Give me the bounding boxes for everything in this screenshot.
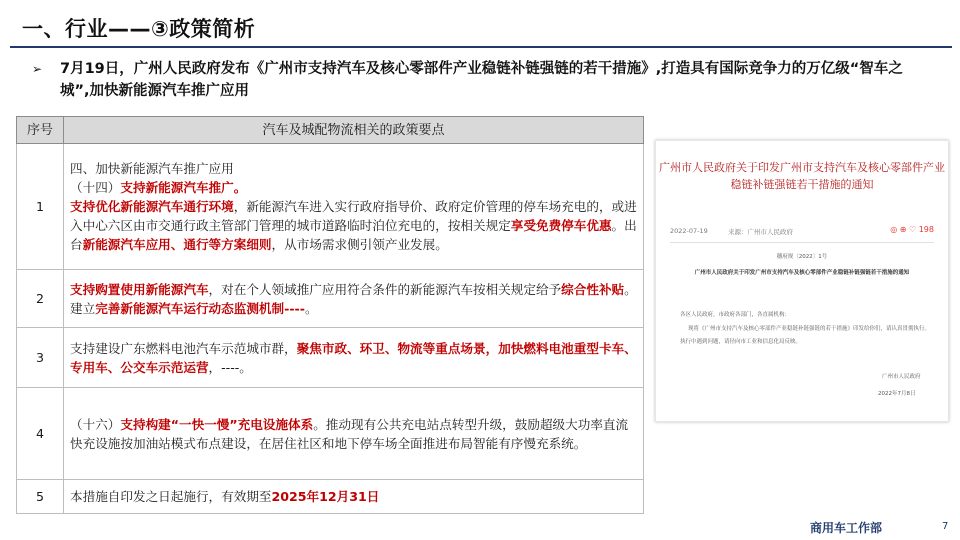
policy-text: 。推动现有公共充电站点转型升级，鼓励超级大功率直流快充设施按加油站模式布点建设，在居住社区和地下停车场全面推进布局智能有序慢充系统。 [70,416,629,451]
col-header-number: 序号 [17,117,64,144]
document-heading-line1: 广州市人民政府关于印发广州市支持汽车及核心零部件产业 [659,161,945,174]
highlight-text: 支持购置使用新能源汽车 [70,281,209,297]
document-signature: 广州市人民政府 [882,374,921,380]
row-content [64,144,644,270]
highlight-text: 完善新能源汽车运行动态监测机制---- [95,300,306,316]
highlight-text: 聚焦市政、环卫、物流等重点场景，加快燃料电池重型卡车、专用车、公交车示范运营 [70,340,637,375]
document-body-line1: 现将《广州市支持汽车及核心零部件产业稳链补链强链的若干措施》印发给你们，请认真贯彻执行。 [688,326,931,332]
highlight-text: 支持优化新能源汽车通行环境 [70,199,234,214]
document-meta [670,225,934,241]
row-number: 1 [17,144,64,270]
document-title: 广州市人民政府关于印发广州市支持汽车及核心零部件产业稳链补链强链若干措施的通知 [694,270,910,276]
row-number: 5 [17,480,64,514]
highlight-text: 综合性补贴 [561,281,625,297]
document-body-line2: 执行中遇到问题，请径向市工业和信息化局反映。 [680,339,802,345]
document-sign-date: 2022年7月8日 [878,391,916,397]
col-header-policy: 汽车及城配物流相关的政策要点 [64,117,644,144]
table-row [17,388,644,480]
table-row [17,270,644,328]
row-content [64,480,644,514]
policy-text: ，从市场需求侧引领产业发展。 [271,237,448,252]
document-date: 2022-07-19 [670,227,708,235]
policy-text: 本措施自印发之日起施行，有效期至 [70,489,272,504]
policy-text: （十六） [70,416,121,432]
document-salutation: 各区人民政府，市政府各部门，各直属机构： [680,312,791,318]
row-content [64,270,644,328]
footer-organization: 商用车工作部 [810,521,883,535]
table-row [17,328,644,388]
policy-text: 四、加快新能源汽车推广应用 [70,161,234,176]
document-heading [656,159,948,193]
document-divider [670,242,934,243]
page-number: 7 [942,521,949,532]
intro-bullet-text: 7月19日，广州人民政府发布《广州市支持汽车及核心零部件产业稳链补链强链的若干措施》,打造具有国际竞争力的万亿级“智车之城”,加快新能源汽车推广应用 [60,61,903,99]
document-share-icons: ◎ ⊕ ♡ 198 [890,225,934,234]
row-number: 3 [17,328,64,388]
policy-text: 。建立 [70,281,637,316]
table-header-row [17,117,644,144]
policy-text: 。出台 [70,218,637,252]
document-number: 穗府规〔2022〕1号 [776,254,828,260]
row-content [64,388,644,480]
document-heading-line2: 稳链补链强链若干措施的通知 [730,178,874,191]
highlight-text: 2025年12月31日 [271,489,380,504]
title-divider [10,46,952,48]
highlight-text: 支持构建“一快一慢”充电设施体系 [120,416,314,432]
bullet-arrow-icon: ➢ [32,62,43,76]
row-number: 4 [17,388,64,480]
policy-text: 。 [305,300,318,316]
policy-text: （十四） [70,180,121,195]
policy-text: ，----。 [208,359,252,375]
policy-text: ，对在个人领域推广应用符合条件的新能源汽车按相关规定给予 [208,281,562,297]
highlight-text: 享受免费停车优惠 [510,218,612,233]
policy-text: 支持建设广东燃料电池汽车示范城市群， [70,340,297,356]
official-document-screenshot [655,140,949,422]
highlight-text: 支持新能源汽车推广。 [120,180,247,195]
document-source: 来源：广州市人民政府 [728,228,793,236]
highlight-text: 新能源汽车应用、通行等方案细则 [82,237,272,252]
slide-title: 一、行业——③政策简析 [22,17,256,41]
intro-bullet [32,58,912,102]
row-content [64,328,644,388]
policy-table [16,116,644,514]
policy-text: ，新能源汽车进入实行政府指导价、政府定价管理的停车场充电的，或进入中心六区由市交通行政主管部门管理的城市道路临时泊位充电的，按相关规定 [70,199,637,233]
row-number: 2 [17,270,64,328]
table-row [17,144,644,270]
table-row [17,480,644,514]
